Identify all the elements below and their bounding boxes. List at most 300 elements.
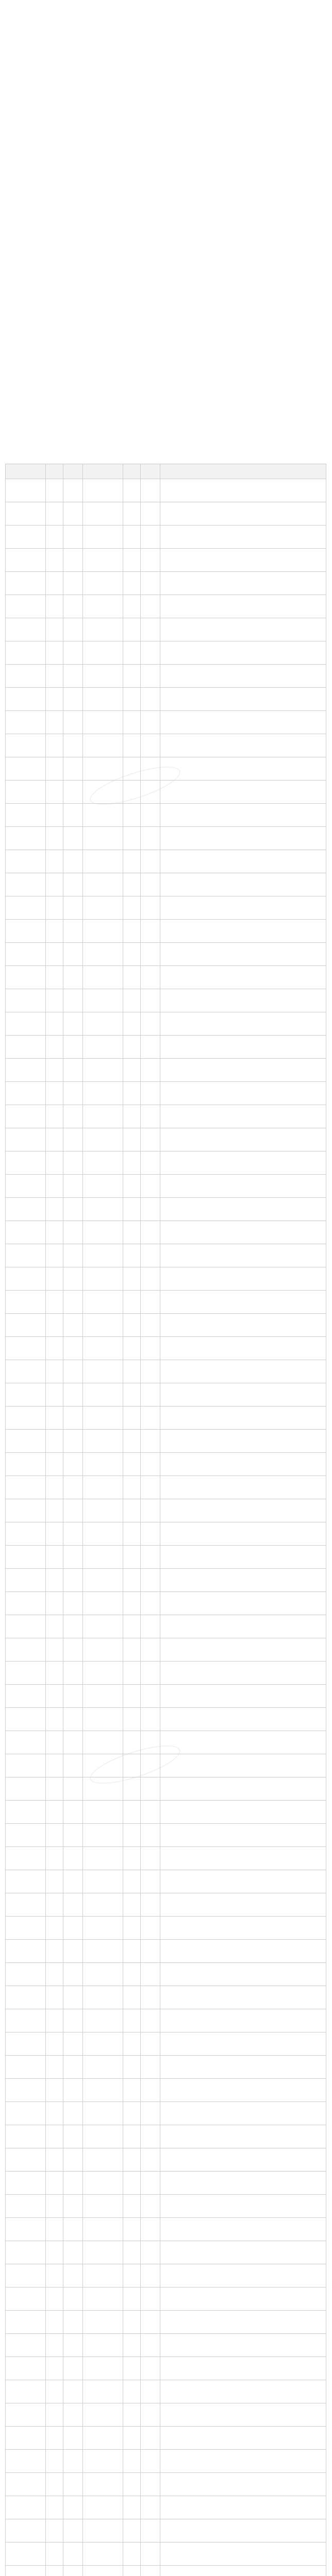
table-cell	[141, 2519, 160, 2543]
table-cell	[6, 1615, 46, 1638]
table-cell	[141, 1314, 160, 1337]
table-cell	[6, 943, 46, 966]
table-cell	[123, 2380, 141, 2403]
table-cell	[6, 526, 46, 549]
table-cell	[141, 1430, 160, 1453]
table-cell	[63, 1847, 83, 1870]
table-cell	[46, 2334, 63, 2357]
table-cell	[141, 1151, 160, 1175]
table-cell	[141, 1105, 160, 1128]
table-row	[6, 1546, 326, 1569]
table-cell	[63, 1592, 83, 1615]
table-cell	[83, 1430, 123, 1453]
table-cell	[160, 1801, 326, 1824]
table-cell	[83, 1546, 123, 1569]
table-cell	[6, 2427, 46, 2450]
table-cell	[46, 2519, 63, 2543]
table-cell	[6, 2079, 46, 2102]
table-cell	[83, 2496, 123, 2519]
table-cell	[63, 1012, 83, 1036]
column-header	[141, 464, 160, 479]
table-row	[6, 2496, 326, 2519]
table-cell	[63, 1615, 83, 1638]
table-cell	[141, 549, 160, 572]
table-cell	[46, 2218, 63, 2241]
table-cell	[141, 781, 160, 804]
table-cell	[63, 526, 83, 549]
table-cell	[63, 1893, 83, 1917]
table-cell	[6, 1036, 46, 1059]
table-cell	[6, 2543, 46, 2566]
table-cell	[83, 1175, 123, 1198]
table-cell	[123, 1059, 141, 1082]
table-cell	[83, 1499, 123, 1522]
table-cell	[123, 1453, 141, 1476]
table-cell	[123, 1499, 141, 1522]
table-cell	[141, 734, 160, 757]
table-cell	[141, 1940, 160, 1963]
table-cell	[6, 1012, 46, 1036]
table-cell	[46, 1036, 63, 1059]
table-cell	[160, 1847, 326, 1870]
table-cell	[46, 2056, 63, 2079]
table-cell	[83, 1012, 123, 1036]
note-line	[6, 72, 326, 79]
table-cell	[46, 2427, 63, 2450]
table-row	[6, 1059, 326, 1082]
table-cell	[141, 1012, 160, 1036]
table-cell	[141, 1128, 160, 1151]
table-cell	[46, 873, 63, 896]
table-row	[6, 2056, 326, 2079]
table-cell	[83, 2032, 123, 2056]
table-cell	[141, 943, 160, 966]
table-cell	[83, 2264, 123, 2287]
table-cell	[46, 1592, 63, 1615]
table-cell	[83, 2056, 123, 2079]
table-cell	[83, 2148, 123, 2172]
table-cell	[123, 2427, 141, 2450]
table-cell	[46, 1383, 63, 1406]
table-cell	[160, 1128, 326, 1151]
table-cell	[123, 2496, 141, 2519]
table-cell	[141, 966, 160, 989]
table-cell	[63, 2403, 83, 2427]
table-cell	[46, 595, 63, 618]
table-row	[6, 1198, 326, 1221]
table-cell	[83, 2311, 123, 2334]
table-cell	[46, 1291, 63, 1314]
table-cell	[141, 1662, 160, 1685]
table-cell	[63, 757, 83, 781]
table-row	[6, 1244, 326, 1267]
table-cell	[6, 2473, 46, 2496]
table-row	[6, 2218, 326, 2241]
table-cell	[160, 1036, 326, 1059]
table-row	[6, 1801, 326, 1824]
table-cell	[46, 804, 63, 827]
table-cell	[6, 1175, 46, 1198]
table-cell	[63, 2287, 83, 2311]
table-cell	[83, 1940, 123, 1963]
table-row	[6, 1267, 326, 1291]
table-cell	[160, 920, 326, 943]
table-cell	[46, 2566, 63, 2576]
table-cell	[6, 2566, 46, 2576]
table-cell	[160, 1406, 326, 1430]
table-cell	[123, 1731, 141, 1754]
table-cell	[141, 1476, 160, 1499]
table-cell	[160, 1917, 326, 1940]
table-cell	[6, 1685, 46, 1708]
table-cell	[160, 2380, 326, 2403]
table-cell	[123, 989, 141, 1012]
table-cell	[46, 1175, 63, 1198]
table-cell	[83, 2009, 123, 2032]
table-cell	[83, 1406, 123, 1430]
table-cell	[141, 804, 160, 827]
table-cell	[160, 1105, 326, 1128]
table-cell	[123, 781, 141, 804]
table-cell	[141, 2125, 160, 2148]
table-cell	[6, 618, 46, 641]
table-cell	[123, 966, 141, 989]
table-cell	[63, 804, 83, 827]
table-cell	[160, 1708, 326, 1731]
table-cell	[160, 2403, 326, 2427]
table-row	[6, 1128, 326, 1151]
table-row	[6, 2427, 326, 2450]
table-cell	[141, 526, 160, 549]
table-cell	[6, 2241, 46, 2264]
table-cell	[63, 1476, 83, 1499]
table-cell	[63, 665, 83, 688]
table-cell	[46, 1870, 63, 1893]
table-cell	[46, 1406, 63, 1430]
table-row	[6, 757, 326, 781]
table-cell	[141, 2357, 160, 2380]
table-cell	[141, 989, 160, 1012]
table-cell	[6, 2102, 46, 2125]
table-cell	[123, 1267, 141, 1291]
table-cell	[6, 966, 46, 989]
table-cell	[83, 1082, 123, 1105]
table-row	[6, 2241, 326, 2264]
table-row	[6, 1360, 326, 1383]
table-cell	[46, 2079, 63, 2102]
table-cell	[83, 920, 123, 943]
note-line	[6, 39, 326, 45]
table-cell	[123, 1012, 141, 1036]
table-cell	[63, 595, 83, 618]
table-cell	[141, 2427, 160, 2450]
table-row	[6, 1337, 326, 1360]
table-cell	[83, 1592, 123, 1615]
table-cell	[46, 1059, 63, 1082]
table-cell	[6, 2403, 46, 2427]
table-cell	[46, 920, 63, 943]
table-cell	[46, 1940, 63, 1963]
table-cell	[63, 1662, 83, 1685]
table-cell	[63, 1731, 83, 1754]
table-cell	[83, 1986, 123, 2009]
table-cell	[160, 1522, 326, 1546]
table-cell	[123, 711, 141, 734]
table-cell	[63, 2056, 83, 2079]
table-row	[6, 734, 326, 757]
table-cell	[46, 2380, 63, 2403]
table-row	[6, 1754, 326, 1777]
table-cell	[6, 1870, 46, 1893]
table-cell	[63, 549, 83, 572]
table-cell	[6, 1383, 46, 1406]
table-row	[6, 989, 326, 1012]
table-cell	[6, 1291, 46, 1314]
table-cell	[83, 2357, 123, 2380]
table-cell	[160, 966, 326, 989]
table-row	[6, 711, 326, 734]
table-cell	[63, 2357, 83, 2380]
table-cell	[123, 2334, 141, 2357]
table-cell	[6, 1267, 46, 1291]
table-row	[6, 1615, 326, 1638]
table-cell	[160, 1244, 326, 1267]
table-cell	[160, 2125, 326, 2148]
table-cell	[141, 2056, 160, 2079]
table-cell	[123, 1221, 141, 1244]
table-cell	[160, 502, 326, 526]
table-cell	[63, 1499, 83, 1522]
table-cell	[6, 595, 46, 618]
table-cell	[83, 1685, 123, 1708]
table-row	[6, 665, 326, 688]
table-cell	[141, 757, 160, 781]
table-cell	[63, 2566, 83, 2576]
table-cell	[63, 2519, 83, 2543]
table-cell	[83, 1036, 123, 1059]
table-cell	[123, 2566, 141, 2576]
table-cell	[141, 665, 160, 688]
table-cell	[160, 1777, 326, 1801]
table-cell	[123, 1337, 141, 1360]
table-row	[6, 1685, 326, 1708]
table-cell	[63, 2218, 83, 2241]
table-cell	[123, 1940, 141, 1963]
table-cell	[160, 2496, 326, 2519]
table-cell	[46, 2009, 63, 2032]
table-cell	[46, 2311, 63, 2334]
table-row	[6, 1476, 326, 1499]
table-row	[6, 1082, 326, 1105]
table-cell	[83, 2519, 123, 2543]
table-cell	[46, 1128, 63, 1151]
table-cell	[46, 2403, 63, 2427]
table-row	[6, 966, 326, 989]
table-cell	[63, 641, 83, 665]
table-row	[6, 1917, 326, 1940]
table-row	[6, 1221, 326, 1244]
table-cell	[83, 943, 123, 966]
intro-paragraph	[6, 13, 326, 27]
table-cell	[46, 1430, 63, 1453]
table-cell	[6, 2195, 46, 2218]
table-cell	[123, 1615, 141, 1638]
table-cell	[63, 2264, 83, 2287]
table-cell	[83, 502, 123, 526]
table-cell	[6, 1662, 46, 1685]
table-cell	[6, 1522, 46, 1546]
table-cell	[160, 2079, 326, 2102]
table-cell	[141, 2032, 160, 2056]
table-cell	[141, 641, 160, 665]
table-cell	[63, 1801, 83, 1824]
table-row	[6, 2543, 326, 2566]
table-cell	[6, 502, 46, 526]
table-row	[6, 549, 326, 572]
table-cell	[63, 1777, 83, 1801]
table-cell	[63, 873, 83, 896]
table-row	[6, 2403, 326, 2427]
table-cell	[123, 1151, 141, 1175]
table-cell	[6, 1499, 46, 1522]
table-cell	[123, 2148, 141, 2172]
table-cell	[123, 1036, 141, 1059]
table-cell	[141, 1615, 160, 1638]
table-cell	[6, 641, 46, 665]
table-cell	[63, 688, 83, 711]
table-cell	[141, 1917, 160, 1940]
table-cell	[83, 2403, 123, 2427]
table-cell	[123, 1476, 141, 1499]
table-cell	[6, 1592, 46, 1615]
table-cell	[141, 2311, 160, 2334]
table-cell	[123, 2450, 141, 2473]
table-row	[6, 2311, 326, 2334]
table-cell	[123, 943, 141, 966]
table-cell	[63, 781, 83, 804]
table-cell	[63, 1824, 83, 1847]
table-cell	[160, 688, 326, 711]
table-cell	[83, 526, 123, 549]
table-cell	[6, 1337, 46, 1360]
table-cell	[160, 1754, 326, 1777]
table-cell	[46, 1754, 63, 1777]
table-cell	[46, 1893, 63, 1917]
table-cell	[123, 1522, 141, 1546]
table-cell	[160, 2473, 326, 2496]
table-cell	[160, 526, 326, 549]
table-cell	[63, 896, 83, 920]
table-cell	[141, 1036, 160, 1059]
table-row	[6, 781, 326, 804]
table-cell	[123, 2311, 141, 2334]
table-cell	[63, 1291, 83, 1314]
table-cell	[123, 1638, 141, 1662]
table-cell	[6, 827, 46, 850]
table-cell	[141, 572, 160, 595]
table-cell	[141, 1360, 160, 1383]
table-cell	[141, 1546, 160, 1569]
table-cell	[63, 1059, 83, 1082]
table-cell	[46, 827, 63, 850]
table-row	[6, 1731, 326, 1754]
column-header	[123, 464, 141, 479]
table-cell	[46, 1685, 63, 1708]
table-cell	[123, 804, 141, 827]
table-cell	[6, 2056, 46, 2079]
table-cell	[160, 1430, 326, 1453]
table-cell	[141, 1221, 160, 1244]
table-cell	[46, 479, 63, 502]
table-cell	[6, 1777, 46, 1801]
table-cell	[141, 2264, 160, 2287]
table-cell	[123, 572, 141, 595]
table-cell	[63, 2311, 83, 2334]
table-cell	[160, 1082, 326, 1105]
table-cell	[160, 665, 326, 688]
table-cell	[160, 641, 326, 665]
table-row	[6, 2334, 326, 2357]
table-cell	[141, 873, 160, 896]
table-row	[6, 920, 326, 943]
table-cell	[123, 757, 141, 781]
table-cell	[63, 734, 83, 757]
table-cell	[83, 2334, 123, 2357]
table-cell	[46, 2172, 63, 2195]
table-cell	[83, 896, 123, 920]
table-cell	[63, 1940, 83, 1963]
table-cell	[46, 2264, 63, 2287]
table-cell	[63, 1128, 83, 1151]
table-cell	[63, 1198, 83, 1221]
table-row	[6, 804, 326, 827]
table-cell	[6, 1198, 46, 1221]
table-row	[6, 572, 326, 595]
table-cell	[46, 1638, 63, 1662]
table-row	[6, 1105, 326, 1128]
table-cell	[123, 1082, 141, 1105]
table-cell	[83, 2380, 123, 2403]
table-cell	[160, 2287, 326, 2311]
table-cell	[83, 1221, 123, 1244]
table-cell	[123, 1986, 141, 2009]
table-cell	[160, 2195, 326, 2218]
table-row	[6, 1569, 326, 1592]
table-cell	[160, 1314, 326, 1337]
table-cell	[160, 2543, 326, 2566]
table-cell	[46, 734, 63, 757]
table-cell	[6, 989, 46, 1012]
table-cell	[83, 873, 123, 896]
table-cell	[6, 896, 46, 920]
table-cell	[141, 2473, 160, 2496]
table-cell	[46, 896, 63, 920]
table-cell	[123, 1592, 141, 1615]
table-cell	[46, 572, 63, 595]
table-cell	[6, 2311, 46, 2334]
table-cell	[6, 1801, 46, 1824]
table-cell	[46, 2357, 63, 2380]
table-cell	[63, 2195, 83, 2218]
table-cell	[123, 1360, 141, 1383]
table-cell	[6, 711, 46, 734]
table-cell	[6, 850, 46, 873]
table-cell	[63, 989, 83, 1012]
table-cell	[141, 1754, 160, 1777]
table-cell	[63, 2032, 83, 2056]
table-cell	[46, 781, 63, 804]
table-cell	[160, 1662, 326, 1685]
